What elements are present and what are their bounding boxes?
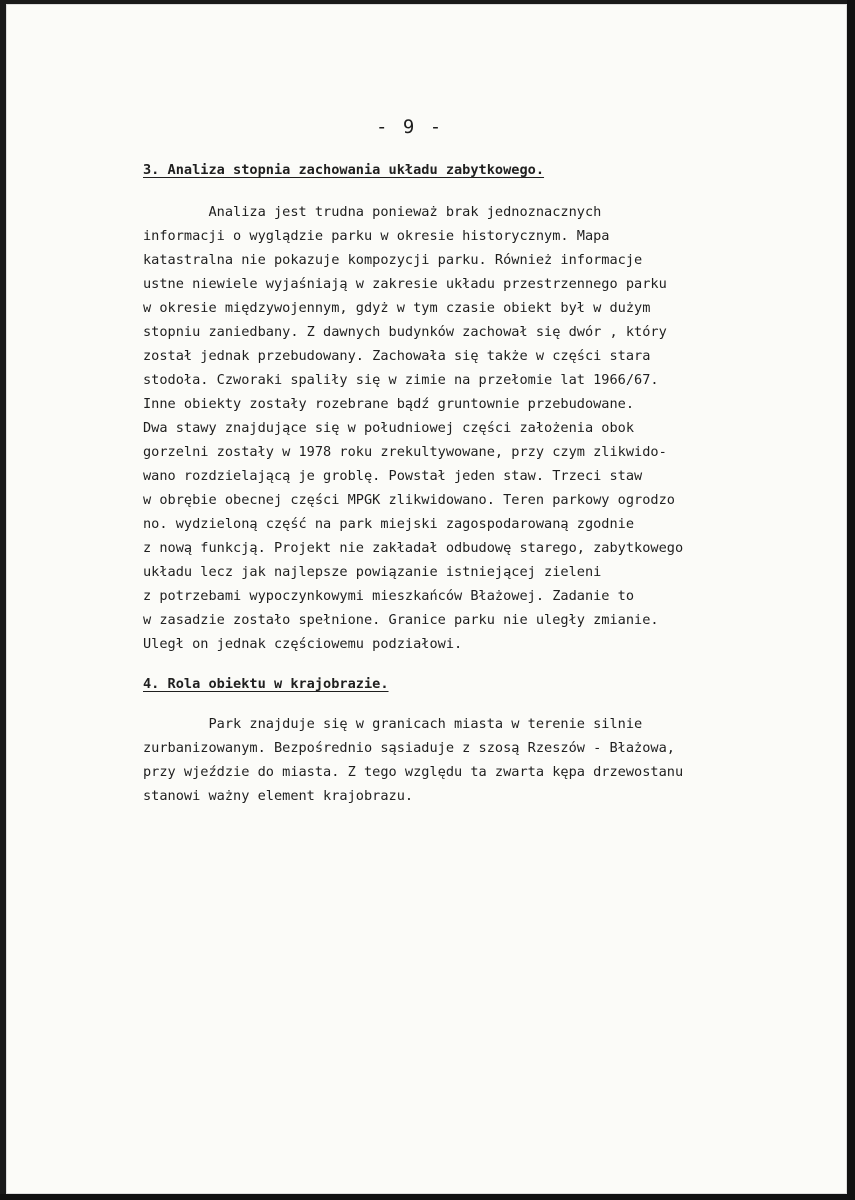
- section-3-line: gorzelni zostały w 1978 roku zrekultywowane, przy czym zlikwido-: [143, 444, 667, 460]
- section-3-line: w obrębie obecnej części MPGK zlikwidowano. Teren parkowy ogrodzo: [143, 492, 675, 508]
- section-3-line: Analiza jest trudna ponieważ brak jednoznacznych: [143, 204, 602, 220]
- section-3-heading: 3. Analiza stopnia zachowania układu zabytkowego.: [143, 162, 545, 178]
- section-3-line: Uległ on jednak częściowemu podziałowi.: [143, 636, 463, 652]
- scan-border-right: [847, 0, 855, 1200]
- section-3-line: z nową funkcją. Projekt nie zakładał odbudowę starego, zabytkowego: [143, 540, 684, 556]
- section-3-line: informacji o wyglądzie parku w okresie historycznym. Mapa: [143, 228, 610, 244]
- section-4-heading: 4. Rola obiektu w krajobrazie.: [143, 676, 389, 692]
- section-3-line: stodoła. Czworaki spaliły się w zimie na przełomie lat 1966/67.: [143, 372, 659, 388]
- section-3-line: ustne niewiele wyjaśniają w zakresie układu przestrzennego parku: [143, 276, 667, 292]
- section-4-line: Park znajduje się w granicach miasta w terenie silnie: [143, 716, 643, 732]
- section-3-line: Inne obiekty zostały rozebrane bądź gruntownie przebudowane.: [143, 396, 635, 412]
- section-3-line: Dwa stawy znajdujące się w południowej części założenia obok: [143, 420, 635, 436]
- section-3-line: z potrzebami wypoczynkowymi mieszkańców Błażowej. Zadanie to: [143, 588, 635, 604]
- section-3-line: no. wydzieloną część na park miejski zagospodarowaną zgodnie: [143, 516, 635, 532]
- scan-border-bottom: [0, 1194, 855, 1200]
- section-3-line: w okresie międzywojennym, gdyż w tym czasie obiekt był w dużym: [143, 300, 651, 316]
- section-4-line: zurbanizowanym. Bezpośrednio sąsiaduje z szosą Rzeszów - Błażowa,: [143, 740, 675, 756]
- section-3-line: stopniu zaniedbany. Z dawnych budynków zachował się dwór , który: [143, 324, 667, 340]
- section-3-line: wano rozdzielającą je groblę. Powstał jeden staw. Trzeci staw: [143, 468, 643, 484]
- section-3-line: został jednak przebudowany. Zachowała się także w części stara: [143, 348, 651, 364]
- section-3-line: katastralna nie pokazuje kompozycji parku. Również informacje: [143, 252, 643, 268]
- document-page: [6, 4, 847, 1194]
- section-3-line: w zasadzie zostało spełnione. Granice parku nie uległy zmianie.: [143, 612, 659, 628]
- page-number: - 9 -: [376, 116, 444, 138]
- section-4-line: przy wjeździe do miasta. Z tego względu ta zwarta kępa drzewostanu: [143, 764, 684, 780]
- section-3-line: układu lecz jak najlepsze powiązanie istniejącej zieleni: [143, 564, 602, 580]
- section-4-line: stanowi ważny element krajobrazu.: [143, 788, 414, 804]
